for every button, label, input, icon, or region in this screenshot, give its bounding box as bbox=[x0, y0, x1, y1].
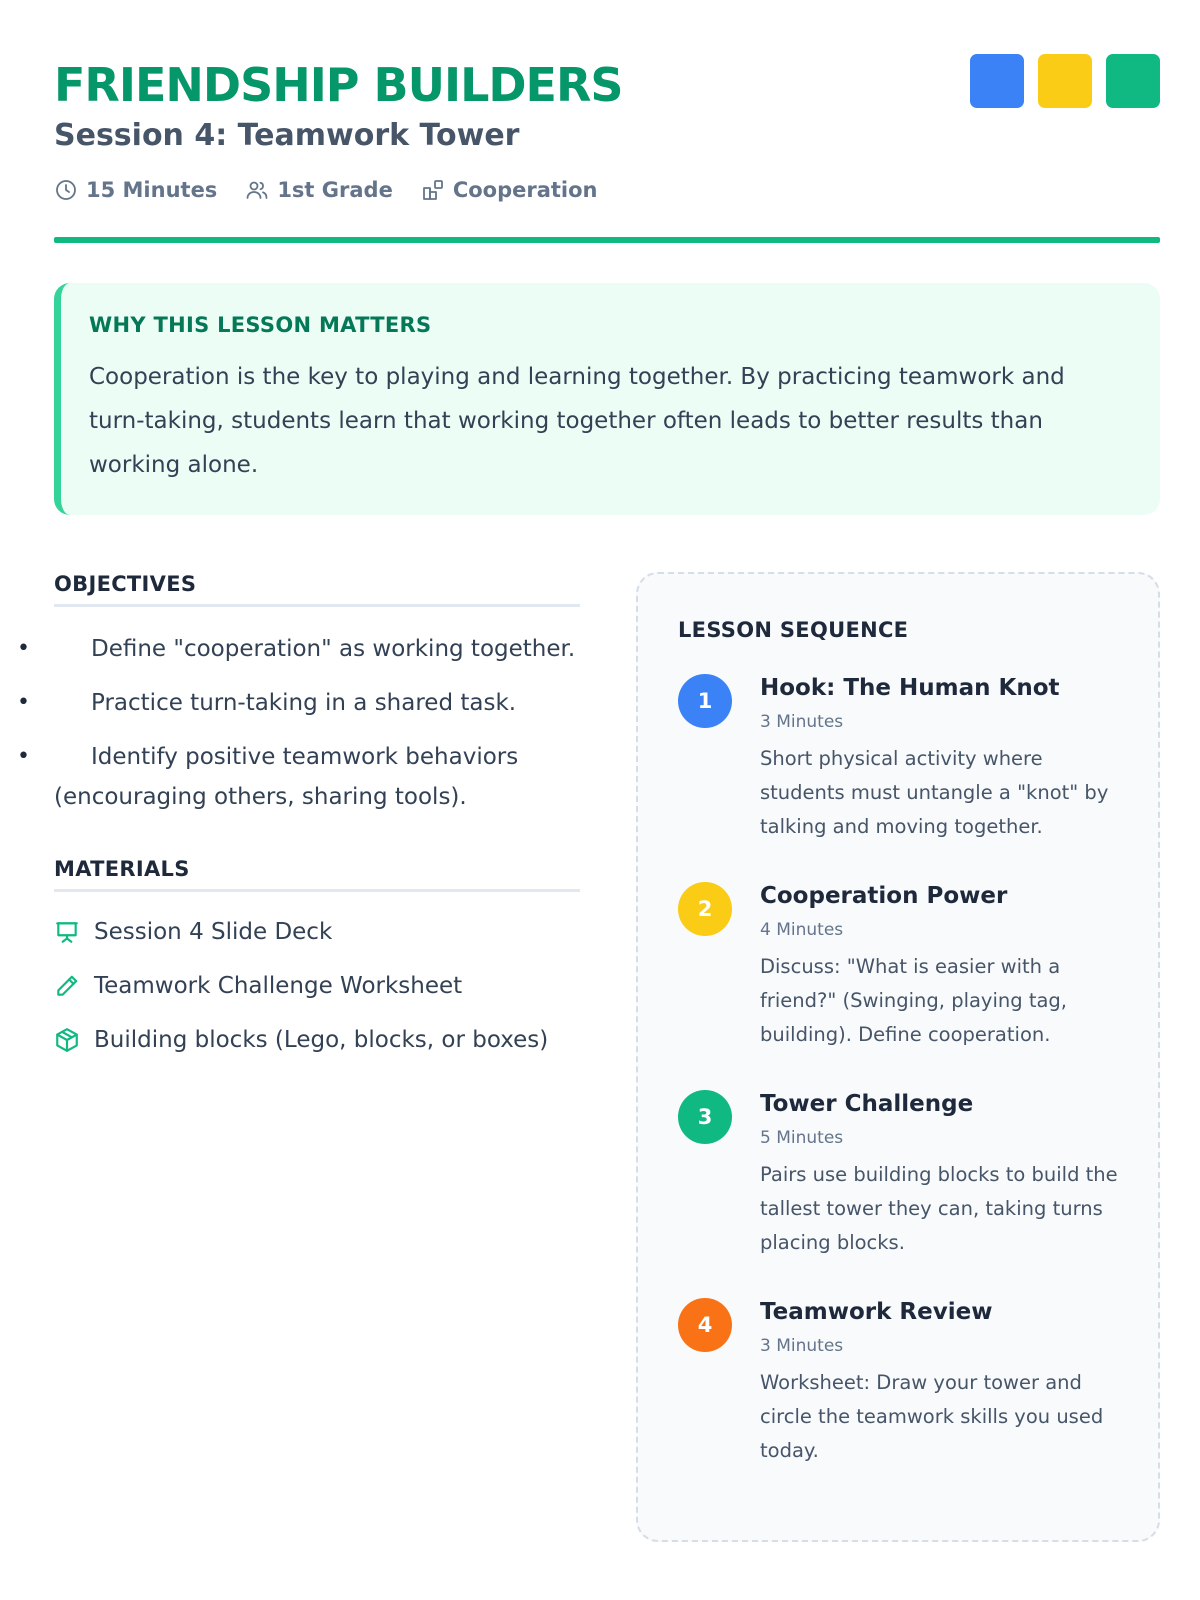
left-column bbox=[54, 572, 580, 1074]
session-subtitle: Session 4: Teamwork Tower bbox=[54, 118, 520, 153]
material-label: Teamwork Challenge Worksheet bbox=[94, 973, 463, 999]
meta-grade bbox=[245, 178, 393, 202]
list-item bbox=[54, 966, 580, 1006]
list-item: • Define "cooperation" as working together. bbox=[54, 629, 580, 669]
header-divider bbox=[54, 237, 1160, 243]
step-title: Cooperation Power bbox=[760, 883, 1008, 909]
material-label: Building blocks (Lego, blocks, or boxes) bbox=[94, 1027, 549, 1053]
meta-topic-label: Cooperation bbox=[452, 178, 598, 202]
swatch-blue bbox=[970, 54, 1024, 108]
list-item bbox=[54, 912, 580, 952]
step-number-badge: 2 bbox=[678, 882, 732, 936]
lesson-meta bbox=[54, 178, 598, 202]
list-item bbox=[54, 1020, 580, 1060]
why-title: WHY THIS LESSON MATTERS bbox=[89, 313, 432, 337]
step-duration: 5 Minutes bbox=[760, 1128, 844, 1148]
why-text: Cooperation is the key to playing and learning together. By practicing teamwork and turn-taking, students learn that working together often leads to better results than working alone. bbox=[89, 364, 1065, 478]
lesson-plan-page bbox=[54, 0, 1160, 1600]
box-icon bbox=[54, 1027, 80, 1053]
step-description: Discuss: "What is easier with a friend?" (Swinging, playing tag, building). Define cooperation. bbox=[760, 955, 1068, 1046]
step-title: Hook: The Human Knot bbox=[760, 675, 1060, 701]
step-number-badge: 4 bbox=[678, 1298, 732, 1352]
step-duration: 3 Minutes bbox=[760, 712, 844, 732]
meta-grade-label: 1st Grade bbox=[277, 178, 393, 202]
meta-topic bbox=[421, 178, 598, 202]
pencil-icon bbox=[54, 973, 80, 999]
step-duration: 3 Minutes bbox=[760, 1336, 844, 1356]
sequence-step bbox=[678, 880, 1118, 1052]
materials-list bbox=[54, 912, 580, 1060]
users-icon bbox=[245, 178, 269, 202]
step-body bbox=[760, 1296, 1118, 1468]
step-title: Teamwork Review bbox=[760, 1299, 993, 1325]
sequence-step bbox=[678, 672, 1118, 844]
objectives-heading: OBJECTIVES bbox=[54, 572, 580, 607]
step-description: Pairs use building blocks to build the tallest tower they can, taking turns placing blocks. bbox=[760, 1163, 1118, 1254]
why-callout bbox=[54, 283, 1160, 515]
step-title: Tower Challenge bbox=[760, 1091, 974, 1117]
swatch-green bbox=[1106, 54, 1160, 108]
step-duration: 4 Minutes bbox=[760, 920, 844, 940]
step-body bbox=[760, 1088, 1118, 1260]
sequence-heading: LESSON SEQUENCE bbox=[678, 618, 909, 642]
step-body bbox=[760, 880, 1118, 1052]
blocks-icon bbox=[421, 178, 445, 202]
step-description: Short physical activity where students must untangle a "knot" by talking and moving together. bbox=[760, 747, 1109, 838]
material-label: Session 4 Slide Deck bbox=[94, 919, 333, 945]
step-description: Worksheet: Draw your tower and circle the teamwork skills you used today. bbox=[760, 1371, 1104, 1462]
meta-duration-label: 15 Minutes bbox=[86, 178, 218, 202]
color-swatches bbox=[970, 54, 1160, 108]
meta-duration bbox=[54, 178, 217, 202]
clock-icon bbox=[54, 178, 78, 202]
presentation-icon bbox=[54, 919, 80, 945]
materials-heading: MATERIALS bbox=[54, 857, 580, 892]
objectives-section bbox=[54, 572, 580, 817]
sequence-step bbox=[678, 1296, 1118, 1468]
swatch-yellow bbox=[1038, 54, 1092, 108]
page-title: FRIENDSHIP BUILDERS bbox=[54, 58, 623, 112]
step-body bbox=[760, 672, 1118, 844]
objectives-list bbox=[54, 629, 580, 817]
step-number-badge: 1 bbox=[678, 674, 732, 728]
list-item: • Identify positive teamwork behaviors (encouraging others, sharing tools). bbox=[54, 737, 580, 817]
step-number-badge: 3 bbox=[678, 1090, 732, 1144]
sequence-step bbox=[678, 1088, 1118, 1260]
list-item: • Practice turn-taking in a shared task. bbox=[54, 683, 580, 723]
lesson-sequence-panel bbox=[636, 572, 1160, 1542]
materials-section bbox=[54, 857, 580, 1060]
